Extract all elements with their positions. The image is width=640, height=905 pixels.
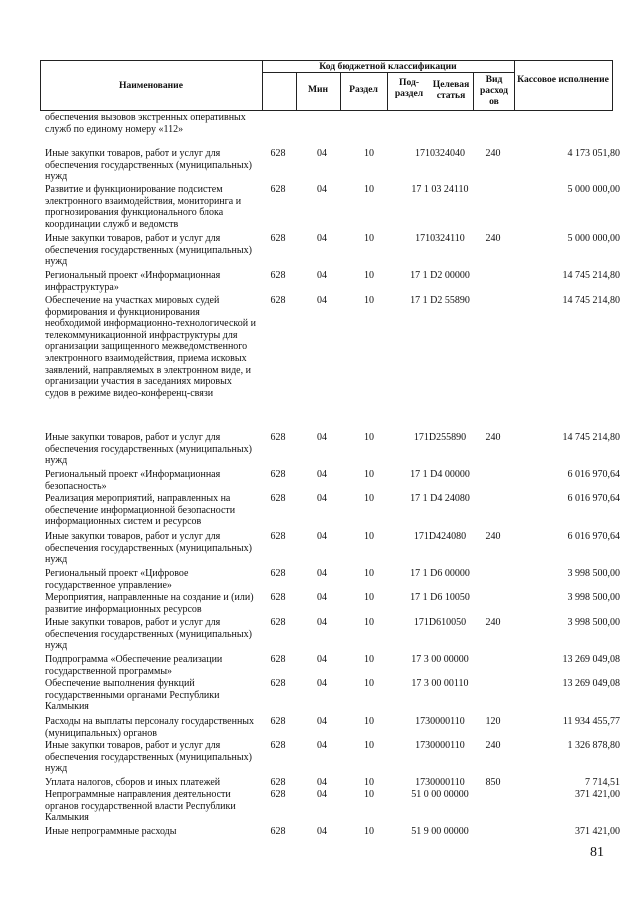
row-section: 04 [317, 740, 327, 751]
row-section: 04 [317, 469, 327, 480]
row-target-article: 1710324040 [415, 148, 465, 159]
row-ministry: 628 [270, 295, 286, 306]
row-section: 04 [317, 654, 327, 665]
row-expense-type: 240 [485, 233, 501, 244]
row-ministry: 628 [270, 789, 286, 800]
row-section: 04 [317, 617, 327, 628]
row-name: Подпрограмма «Обеспечение реализации государственной программы» [45, 654, 223, 677]
page-number: 81 [590, 845, 604, 860]
row-section: 04 [317, 568, 327, 579]
row-cash-execution: 11 934 455,77 [562, 716, 620, 727]
row-target-article: 171D424080 [413, 531, 467, 542]
row-cash-execution: 6 016 970,64 [567, 469, 620, 480]
row-ministry: 628 [270, 716, 286, 727]
row-section: 04 [317, 826, 327, 837]
row-target-article: 51 9 00 00000 [411, 826, 469, 837]
header-expense-type: Вид расход ов [479, 74, 509, 107]
row-ministry: 628 [270, 184, 286, 195]
row-subsection: 10 [364, 592, 374, 603]
row-name: Обеспечение на участках мировых судей формирования и функционирования необходимой информационно-технологической и телекоммуникационной инфраструктуры для организации защищенного межведомственного электронного взаимодействия, приема исковых заявлений, направляемых в электронном виде, и организации участия в заседаниях мировых судов в режиме видео-конференц-связи [45, 295, 256, 399]
row-cash-execution: 371 421,00 [575, 789, 620, 800]
row-name: Иные закупки товаров, работ и услуг для обеспечения государственных (муниципальных) нужд [45, 740, 252, 775]
header-budget-code: Код бюджетной классификации [319, 61, 457, 72]
row-cash-execution: 6 016 970,64 [567, 493, 620, 504]
row-ministry: 628 [270, 592, 286, 603]
row-expense-type: 850 [485, 777, 501, 788]
row-target-article: 17 3 00 00110 [411, 678, 469, 689]
row-target-article: 17 1 D2 55890 [410, 295, 470, 306]
row-target-article: 1710324110 [415, 233, 465, 244]
row-subsection: 10 [364, 148, 374, 159]
row-cash-execution: 4 173 051,80 [567, 148, 620, 159]
row-subsection: 10 [364, 432, 374, 443]
row-expense-type: 240 [485, 148, 501, 159]
header-ministry: Мин [307, 84, 329, 95]
row-name: Иные закупки товаров, работ и услуг для обеспечения государственных (муниципальных) нужд [45, 432, 252, 467]
row-subsection: 10 [364, 568, 374, 579]
row-subsection: 10 [364, 184, 374, 195]
row-name: Уплата налогов, сборов и иных платежей [45, 777, 221, 788]
row-cash-execution: 1 326 878,80 [567, 740, 620, 751]
row-name: Региональный проект «Информационная безопасность» [45, 469, 221, 492]
row-name: Иные закупки товаров, работ и услуг для обеспечения государственных (муниципальных) нужд [45, 233, 252, 268]
row-ministry: 628 [270, 654, 286, 665]
row-target-article: 17 1 D4 24080 [410, 493, 470, 504]
row-name: Иные закупки товаров, работ и услуг для обеспечения государственных (муниципальных) нужд [45, 531, 252, 566]
table-header [40, 60, 612, 110]
row-expense-type: 240 [485, 432, 501, 443]
row-expense-type: 240 [485, 617, 501, 628]
row-target-article: 17 1 D2 00000 [410, 270, 470, 281]
row-name: Региональный проект «Информационная инфраструктура» [45, 270, 221, 293]
row-name: Непрограммные направления деятельности органов государственной власти Республики Калмыкия [45, 789, 236, 824]
row-subsection: 10 [364, 270, 374, 281]
row-target-article: 171D610050 [413, 617, 467, 628]
row-subsection: 10 [364, 233, 374, 244]
row-name: Мероприятия, направленные на создание и (или) развитие информационных ресурсов [45, 592, 254, 615]
header-name: Наименование [119, 80, 183, 91]
row-subsection: 10 [364, 826, 374, 837]
row-ministry: 628 [270, 568, 286, 579]
row-ministry: 628 [270, 233, 286, 244]
row-cash-execution: 6 016 970,64 [567, 531, 620, 542]
row-cash-execution: 14 745 214,80 [562, 432, 620, 443]
row-target-article: 1730000110 [415, 740, 465, 751]
row-target-article: 17 3 00 00000 [411, 654, 469, 665]
row-ministry: 628 [270, 777, 286, 788]
header-subsection: Под-раздел [394, 77, 424, 99]
row-section: 04 [317, 592, 327, 603]
row-cash-execution: 3 998 500,00 [567, 568, 620, 579]
row-section: 04 [317, 270, 327, 281]
row-section: 04 [317, 777, 327, 788]
row-section: 04 [317, 184, 327, 195]
row-section: 04 [317, 789, 327, 800]
row-expense-type: 120 [485, 716, 501, 727]
row-subsection: 10 [364, 789, 374, 800]
row-target-article: 1730000110 [415, 716, 465, 727]
row-cash-execution: 3 998 500,00 [567, 592, 620, 603]
row-target-article: 17 1 03 24110 [411, 184, 469, 195]
row-cash-execution: 371 421,00 [575, 826, 620, 837]
row-subsection: 10 [364, 716, 374, 727]
row-ministry: 628 [270, 617, 286, 628]
row-target-article: 17 1 D6 10050 [410, 592, 470, 603]
row-ministry: 628 [270, 432, 286, 443]
row-expense-type: 240 [485, 740, 501, 751]
row-subsection: 10 [364, 617, 374, 628]
row-ministry: 628 [270, 740, 286, 751]
row-section: 04 [317, 531, 327, 542]
row-target-article: 17 1 D4 00000 [410, 469, 470, 480]
row-section: 04 [317, 432, 327, 443]
row-subsection: 10 [364, 493, 374, 504]
row-subsection: 10 [364, 531, 374, 542]
row-subsection: 10 [364, 678, 374, 689]
row-subsection: 10 [364, 654, 374, 665]
row-name: Региональный проект «Цифровое государственное управление» [45, 568, 189, 591]
row-name: Реализация мероприятий, направленных на обеспечение информационной безопасности информационных систем и ресурсов [45, 493, 236, 528]
row-cash-execution: 14 745 214,80 [562, 270, 620, 281]
row-name: Обеспечение выполнения функций государственными органами Республики Калмыкия [45, 678, 220, 713]
row-subsection: 10 [364, 740, 374, 751]
row-cash-execution: 5 000 000,00 [567, 184, 620, 195]
row-cash-execution: 3 998 500,00 [567, 617, 620, 628]
row-section: 04 [317, 233, 327, 244]
row-ministry: 628 [270, 493, 286, 504]
row-target-article: 171D255890 [413, 432, 467, 443]
row-target-article: 1730000110 [415, 777, 465, 788]
row-cash-execution: 5 000 000,00 [567, 233, 620, 244]
row-ministry: 628 [270, 469, 286, 480]
row-cash-execution: 7 714,51 [585, 777, 620, 788]
row-subsection: 10 [364, 469, 374, 480]
row-cash-execution: 13 269 049,08 [562, 678, 620, 689]
row-section: 04 [317, 716, 327, 727]
header-cash-execution: Кассовое исполнение [517, 74, 609, 85]
row-cash-execution: 14 745 214,80 [562, 295, 620, 306]
row-ministry: 628 [270, 270, 286, 281]
row-name: Развитие и функционирование подсистем электронного взаимодействия, мониторинга и прогнозирования функционального блока координации служб и ведомств [45, 184, 242, 230]
row-name: Расходы на выплаты персоналу государственных (муниципальных) органов [45, 716, 255, 739]
row-ministry: 628 [270, 826, 286, 837]
row-section: 04 [317, 295, 327, 306]
row-ministry: 628 [270, 148, 286, 159]
row-name: обеспечения вызовов экстренных оперативных служб по единому номеру «112» [45, 112, 246, 135]
row-name: Иные непрограммные расходы [45, 826, 177, 837]
row-cash-execution: 13 269 049,08 [562, 654, 620, 665]
row-expense-type: 240 [485, 531, 501, 542]
header-target-article: Целевая статья [432, 79, 470, 101]
header-section: Раздел [349, 84, 378, 95]
row-section: 04 [317, 493, 327, 504]
row-subsection: 10 [364, 295, 374, 306]
row-target-article: 51 0 00 00000 [411, 789, 469, 800]
row-section: 04 [317, 678, 327, 689]
row-name: Иные закупки товаров, работ и услуг для обеспечения государственных (муниципальных) нужд [45, 617, 252, 652]
row-subsection: 10 [364, 777, 374, 788]
row-ministry: 628 [270, 531, 286, 542]
row-target-article: 17 1 D6 00000 [410, 568, 470, 579]
row-name: Иные закупки товаров, работ и услуг для обеспечения государственных (муниципальных) нужд [45, 148, 252, 183]
row-ministry: 628 [270, 678, 286, 689]
row-section: 04 [317, 148, 327, 159]
